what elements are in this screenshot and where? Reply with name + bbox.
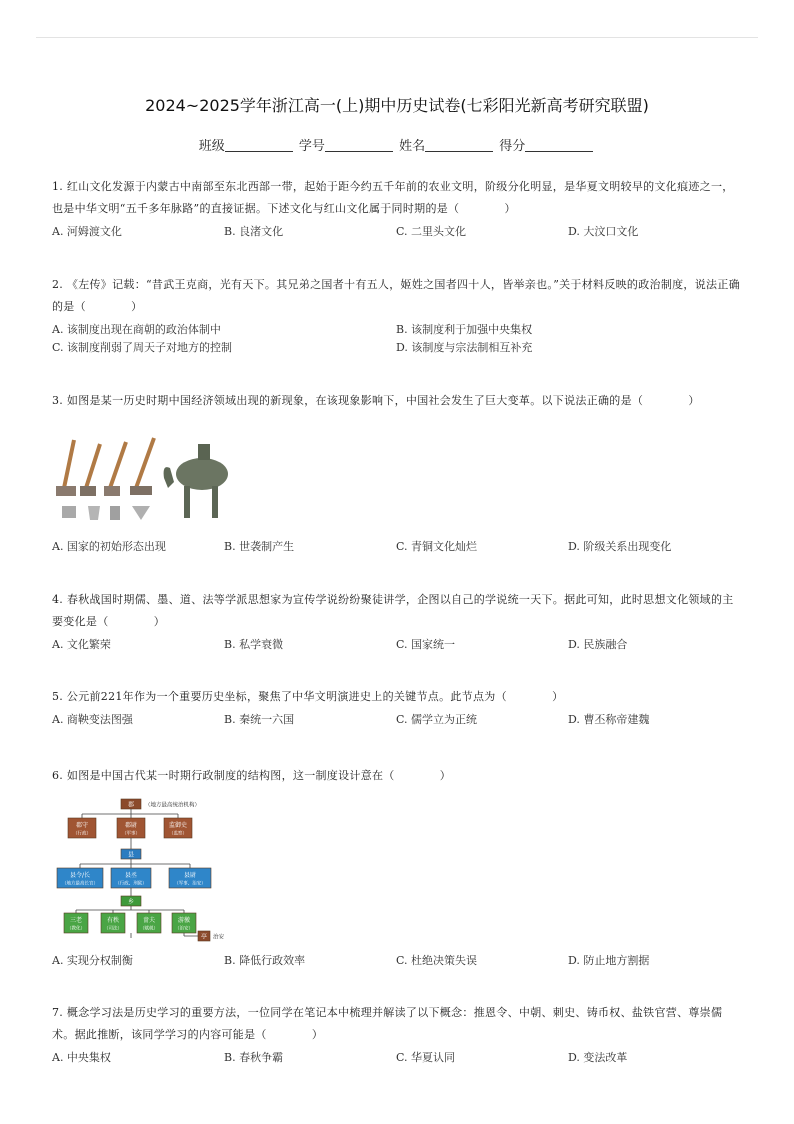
- question-3: [52, 390, 742, 412]
- county-label: 县: [127, 851, 135, 859]
- option-a[interactable]: A. 该制度出现在商朝的政治体制中: [52, 323, 221, 336]
- option-d[interactable]: D. 阶级关系出现变化: [568, 540, 672, 553]
- question-5: [52, 686, 742, 731]
- question-7: [52, 1002, 742, 1069]
- official-title: 县丞: [124, 872, 138, 879]
- ting-label: 亭: [200, 933, 208, 941]
- question-stem: 5. 公元前221年作为一个重要历史坐标，聚焦了中华文明演进史上的关键节点。此节点为（ ）: [52, 690, 564, 703]
- option-d[interactable]: D. 该制度与宗法制相互补充: [396, 341, 533, 354]
- option-row: [52, 711, 742, 731]
- administrative-structure-diagram: [52, 796, 242, 944]
- option-b[interactable]: B. 世袭制产生: [224, 540, 295, 553]
- official-duty: （行政）: [73, 831, 91, 837]
- option-c[interactable]: C. 二里头文化: [396, 225, 467, 238]
- official-duty: （军事）: [122, 831, 140, 837]
- ting-note: 治安: [213, 934, 225, 941]
- official-duty: （司法）: [104, 926, 122, 932]
- official-title: 啬夫: [142, 917, 156, 924]
- question-stem: 4. 春秋战国时期儒、墨、道、法等学派思想家为宣传学说纷纷聚徒讲学，企图以自己的学说统一天下。据此可知，此时思想文化领域的主要变化是（ ）: [52, 593, 734, 628]
- official-title: 县令/长: [69, 872, 91, 879]
- question-2: [52, 274, 742, 357]
- official-title: 郡守: [75, 822, 89, 829]
- official-title: 三老: [69, 917, 83, 924]
- official-duty: （行政、刑狱）: [115, 881, 147, 887]
- option-row: [52, 223, 742, 243]
- commandery-label: 郡: [127, 801, 135, 809]
- question-6: [52, 765, 742, 787]
- option-row: [52, 538, 742, 558]
- option-a[interactable]: A. 商鞅变法图强: [52, 713, 133, 726]
- option-d[interactable]: D. 变法改革: [568, 1051, 628, 1064]
- option-b[interactable]: B. 春秋争霸: [224, 1051, 284, 1064]
- option-c[interactable]: C. 国家统一: [396, 638, 456, 651]
- option-a[interactable]: A. 文化繁荣: [52, 638, 111, 651]
- page-title: 2024~2025学年浙江高一(上)期中历史试卷(七彩阳光新高考研究联盟): [145, 96, 649, 115]
- option-row: [52, 1049, 742, 1069]
- option-c[interactable]: C. 杜绝决策失误: [396, 954, 478, 967]
- option-a[interactable]: A. 中央集权: [52, 1051, 111, 1064]
- commandery-officials: [68, 818, 192, 838]
- question-stem: 2. 《左传》记载：“昔武王克商，光有天下。其兄弟之国者十有五人，姬姓之国者四十人，皆举亲也。”关于材料反映的政治制度，说法正确的是（ ）: [52, 278, 740, 313]
- header-rule: [36, 37, 758, 38]
- commandery-box: [121, 799, 141, 809]
- option-c[interactable]: C. 该制度削弱了周天子对地方的控制: [52, 341, 233, 354]
- iron-tools-icon: [56, 438, 154, 520]
- official-duty: （赋税）: [140, 926, 158, 932]
- official-title: 郡尉: [124, 822, 138, 829]
- id-label: 学号: [298, 139, 325, 154]
- option-d[interactable]: D. 大汶口文化: [568, 225, 639, 238]
- option-b[interactable]: B. 该制度利于加强中央集权: [396, 323, 533, 336]
- option-b[interactable]: B. 秦统一六国: [224, 713, 295, 726]
- official-title: 县尉: [183, 872, 197, 879]
- class-label: 班级: [198, 139, 225, 154]
- township-label: 乡: [127, 898, 135, 906]
- question-stem: 6. 如图是中国古代某一时期行政制度的结构图，这一制度设计意在（ ）: [52, 769, 452, 782]
- student-info-line: [0, 135, 794, 154]
- question-6-options: [52, 952, 742, 972]
- question-stem: 7. 概念学习法是历史学习的重要方法，一位同学在笔记本中梳理并解读了以下概念：推恩令、中朝、刺史、铸币权、盐铁官营、尊崇儒术。据此推断，该同学学习的内容可能是（ ）: [52, 1006, 723, 1041]
- official-duty: （治安）: [175, 926, 193, 932]
- question-stem: 3. 如图是某一历史时期中国经济领域出现的新现象，在该现象影响下，中国社会发生了巨大变革。以下说法正确的是（ ）: [52, 394, 700, 407]
- commandery-note: （地方最高统治机构）: [145, 802, 201, 809]
- official-duty: （教化）: [67, 926, 85, 932]
- option-d[interactable]: D. 民族融合: [568, 638, 628, 651]
- id-blank[interactable]: [325, 139, 393, 152]
- question-3-options: [52, 538, 742, 558]
- official-duty: （地方最高长官）: [62, 881, 98, 887]
- option-b[interactable]: B. 良渚文化: [224, 225, 284, 238]
- option-row: [52, 636, 742, 656]
- option-d[interactable]: D. 防止地方割据: [568, 954, 650, 967]
- question-stem: 1. 红山文化发源于内蒙古中南部至东北西部一带，起始于距今约五千年前的农业文明，阶级分化明显，是华夏文明较早的文化痕迹之一，也是中华文明“五千多年脉路”的直接证据。下述文化与红山文化属于同时期的是（ ）: [52, 180, 734, 215]
- option-c[interactable]: C. 青铜文化灿烂: [396, 540, 478, 553]
- score-blank[interactable]: [525, 139, 593, 152]
- official-title: 游徼: [177, 917, 191, 924]
- official-title: 监御史: [168, 822, 188, 829]
- official-duty: （军事、治安）: [174, 881, 206, 887]
- option-row: [52, 339, 742, 357]
- township-officials: [64, 913, 196, 933]
- iron-tools-and-bronze-ox-figure: [52, 434, 232, 530]
- township-box: [121, 896, 141, 906]
- option-d[interactable]: D. 曹丕称帝建魏: [568, 713, 650, 726]
- ting-box: [198, 931, 210, 941]
- option-b[interactable]: B. 私学衰微: [224, 638, 284, 651]
- class-blank[interactable]: [225, 139, 293, 152]
- option-c[interactable]: C. 华夏认同: [396, 1051, 456, 1064]
- option-row: [52, 952, 742, 972]
- name-label: 姓名: [399, 139, 426, 154]
- official-duty: （监察）: [169, 831, 187, 837]
- name-blank[interactable]: [425, 139, 493, 152]
- county-officials: [57, 868, 211, 888]
- option-a[interactable]: A. 实现分权制衡: [52, 954, 133, 967]
- option-b[interactable]: B. 降低行政效率: [224, 954, 306, 967]
- official-title: 有秩: [106, 917, 120, 924]
- question-1: [52, 176, 742, 243]
- option-row: [52, 321, 742, 339]
- option-a[interactable]: A. 国家的初始形态出现: [52, 540, 166, 553]
- option-c[interactable]: C. 儒学立为正统: [396, 713, 478, 726]
- bronze-ox-icon: [164, 444, 228, 518]
- question-4: [52, 589, 742, 656]
- county-box: [121, 849, 141, 859]
- score-label: 得分: [499, 139, 526, 154]
- option-a[interactable]: A. 河姆渡文化: [52, 225, 122, 238]
